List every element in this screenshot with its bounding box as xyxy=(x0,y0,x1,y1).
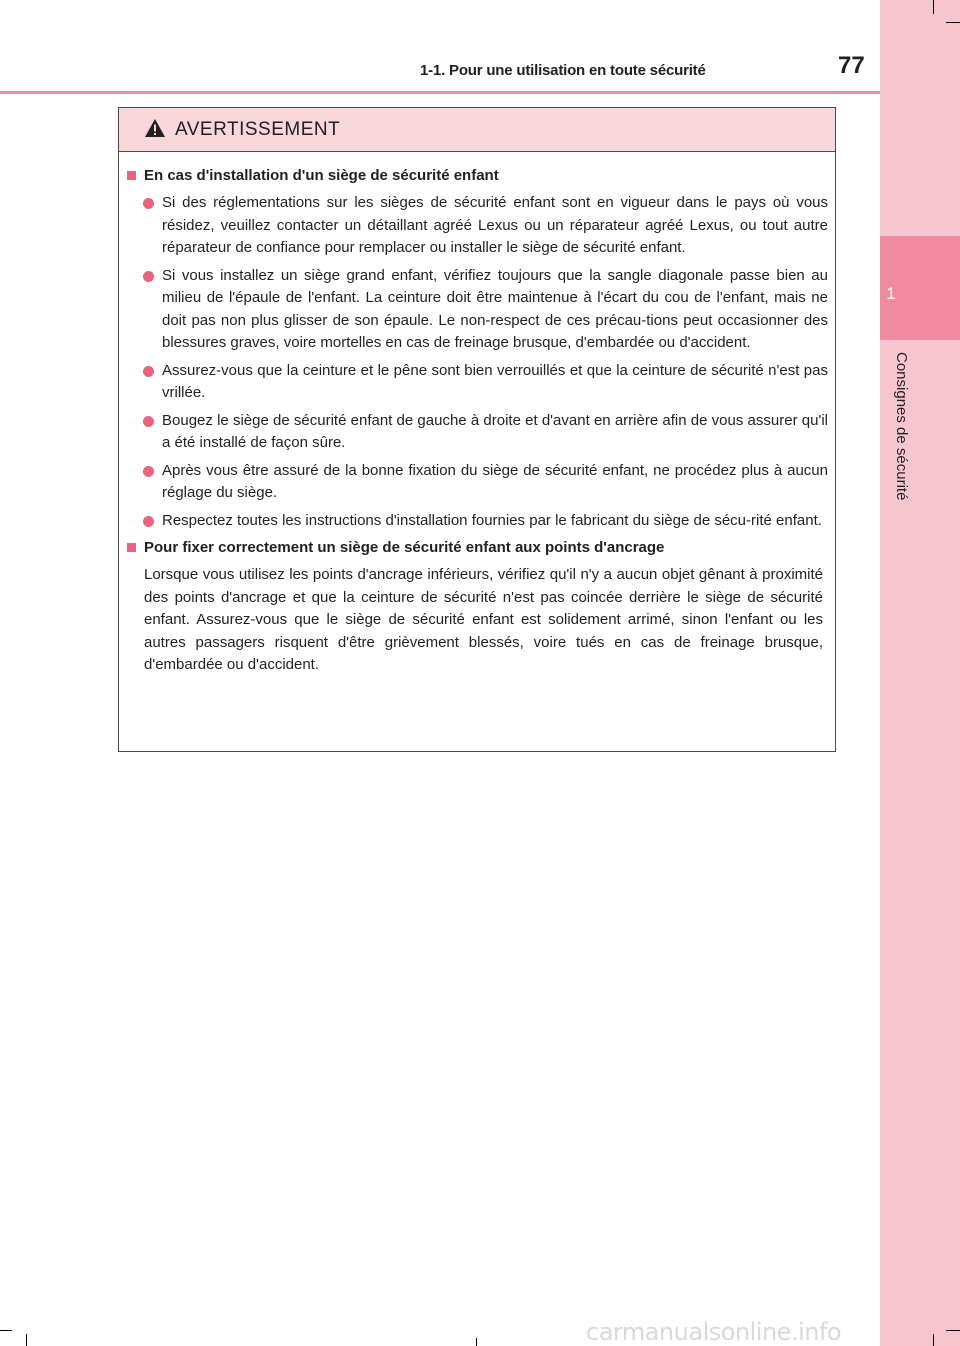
list-item xyxy=(119,192,835,260)
warning-title: AVERTISSEMENT xyxy=(175,119,341,140)
warning-header xyxy=(119,108,835,152)
crop-mark xyxy=(933,1334,934,1346)
warning-box xyxy=(118,107,836,752)
round-bullet-icon xyxy=(143,416,154,427)
chapter-label-text: Consignes de sécurité xyxy=(893,352,910,501)
round-bullet-icon xyxy=(143,516,154,527)
round-bullet-icon xyxy=(143,271,154,282)
list-item-text: Respectez toutes les instructions d'installation fournies par le fabricant du siège de sécu-rité enfant. xyxy=(162,511,822,529)
square-bullet-icon xyxy=(127,543,136,552)
list-item xyxy=(119,265,835,355)
list-item xyxy=(119,510,835,533)
crop-mark xyxy=(946,1330,960,1331)
list-item xyxy=(119,410,835,455)
list-item-text: Si des réglementations sur les sièges de sécurité enfant sont en vigueur dans le pays où vous résidez, veuillez contacter un détaillant agréé Lexus ou un réparateur agréé Lexus, ou tout autre réparateur de confiance pour remplacer ou installer le siège de sécurité enfant. xyxy=(162,194,828,256)
crop-mark xyxy=(0,1330,12,1331)
crop-mark xyxy=(26,1334,27,1346)
round-bullet-icon xyxy=(143,198,154,209)
watermark: carmanualsonline.info xyxy=(586,1318,842,1346)
chapter-label xyxy=(892,352,914,532)
round-bullet-icon xyxy=(143,366,154,377)
crop-mark xyxy=(933,0,934,14)
chapter-number: 1 xyxy=(886,284,896,303)
warning-section-anchorage xyxy=(119,537,835,677)
bullet-list xyxy=(119,192,835,532)
section-paragraph: Lorsque vous utilisez les points d'ancrage inférieurs, vérifiez qu'il n'y a aucun objet gênant à proximité des points d'ancrage et que la ceinture de sécurité n'est pas coincée derrière le siège de sécurité enfant. Assurez-vous que le siège de sécurité enfant est solidement arrimé, sinon l'enfant ou les autres passagers risquent d'être grièvement blessés, voire tués en cas de freinage brusque, d'embardée ou d'accident. xyxy=(144,566,823,673)
header-rule xyxy=(0,91,880,94)
running-header-title: 1-1. Pour une utilisation en toute sécurité xyxy=(420,62,706,79)
page-number: 77 xyxy=(838,52,865,79)
section-heading xyxy=(119,165,835,187)
list-item-text: Si vous installez un siège grand enfant, vérifiez toujours que la sangle diagonale passe bien au milieu de l'épaule de l'enfant. La ceinture doit être maintenue à l'écart du cou de l'enfant, mais ne doit pas non plus glisser de son épaule. Le non-respect de ces précau-tions peut occasionner des blessures graves, voire mortelles en cas de freinage brusque, d'embardée ou d'accident. xyxy=(162,266,828,351)
crop-mark xyxy=(946,22,960,23)
list-item-text: Assurez-vous que la ceinture et le pêne sont bien verrouillés et que la ceinture de sécurité n'est pas vrillée. xyxy=(162,361,828,401)
section-heading-text: En cas d'installation d'un siège de sécurité enfant xyxy=(144,167,499,184)
warning-content xyxy=(119,165,835,677)
warning-triangle-icon xyxy=(144,118,166,138)
list-item-text: Après vous être assuré de la bonne fixation du siège de sécurité enfant, ne procédez plus à aucun réglage du siège. xyxy=(162,461,828,501)
list-item xyxy=(119,460,835,505)
list-item xyxy=(119,360,835,405)
warning-section-installation xyxy=(119,165,835,532)
round-bullet-icon xyxy=(143,466,154,477)
square-bullet-icon xyxy=(127,171,136,180)
section-heading xyxy=(119,537,835,559)
section-heading-text: Pour fixer correctement un siège de sécurité enfant aux points d'ancrage xyxy=(144,539,665,556)
chapter-side-strip xyxy=(880,0,960,1346)
list-item-text: Bougez le siège de sécurité enfant de gauche à droite et d'avant en arrière afin de vous assurer qu'il a été installé de façon sûre. xyxy=(162,411,828,451)
crop-mark xyxy=(476,1338,477,1346)
